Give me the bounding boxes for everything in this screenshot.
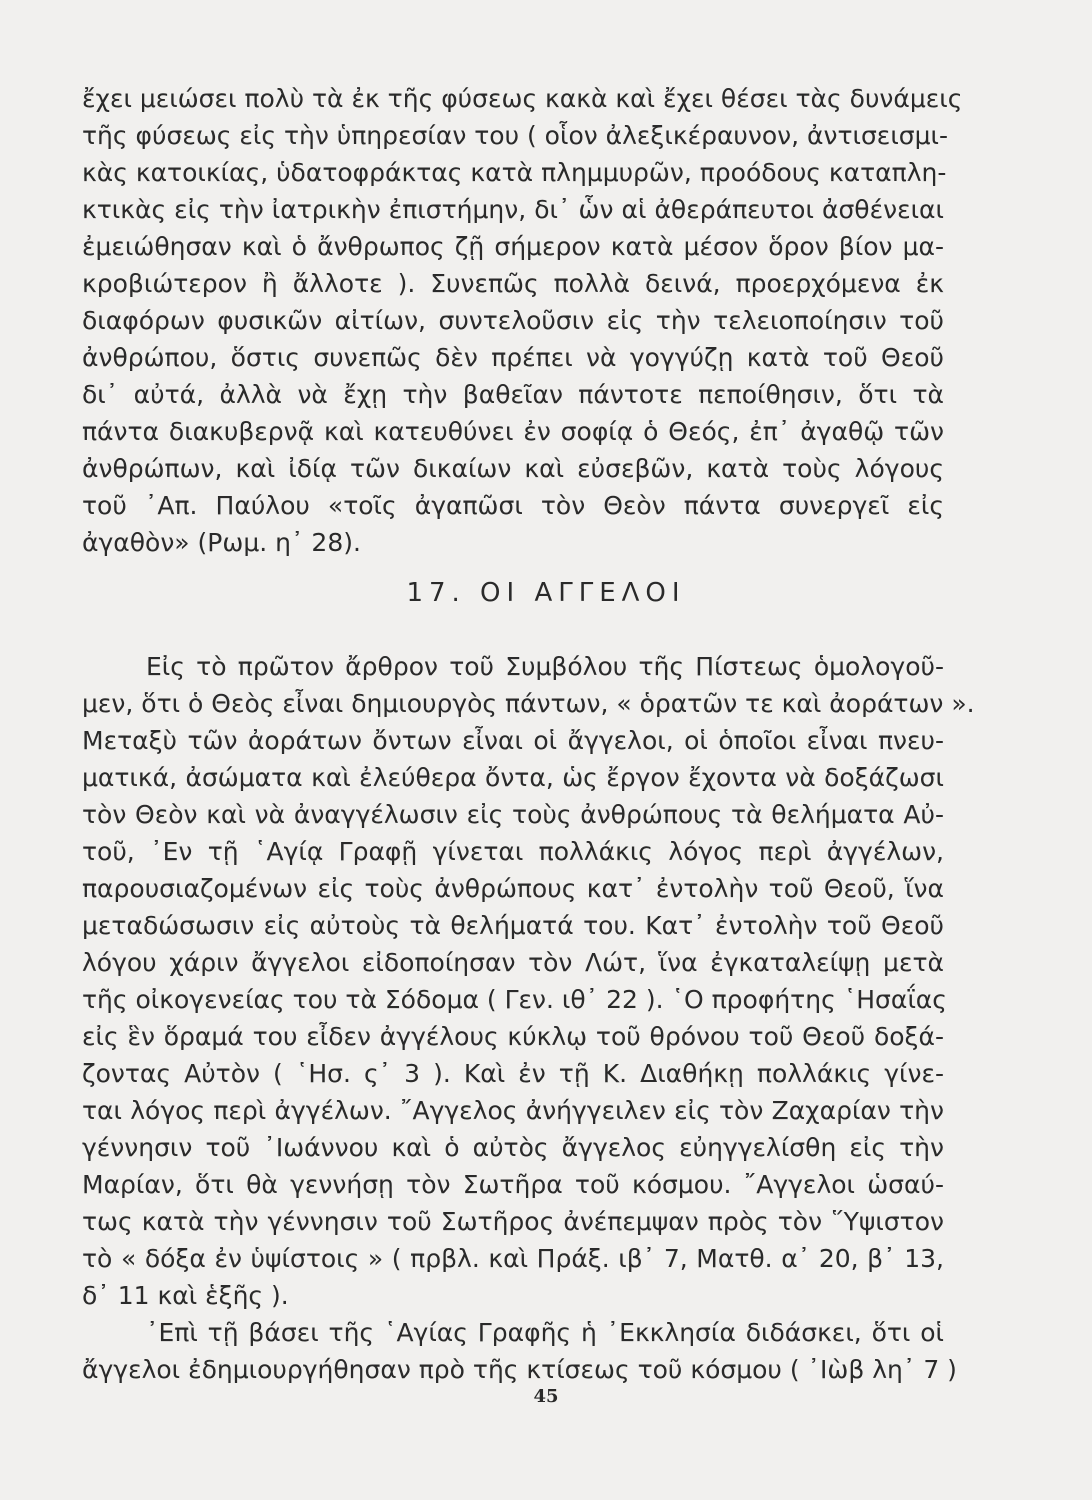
text-line: ται λόγος περὶ ἀγγέλων. ῎Αγγελος ἀνήγγειλεν εἰς τὸν Ζαχαρίαν τὴν — [82, 1096, 944, 1125]
text-line: Εἰς τὸ πρῶτον ἄρθρον τοῦ Συμβόλου τῆς Πίστεως ὁμολογοῦ- — [146, 652, 944, 681]
text-line: τοῦ ᾽Απ. Παύλου «τοῖς ἀγαπῶσι τὸν Θεὸν πάντα συνεργεῖ εἰς — [82, 491, 944, 520]
text-line: ἀνθρώπου, ὅστις συνεπῶς δὲν πρέπει νὰ γογγύζῃ κατὰ τοῦ Θεοῦ — [82, 343, 944, 372]
text-line: γέννησιν τοῦ ᾽Ιωάννου καὶ ὁ αὐτὸς ἄγγελος εὐηγγελίσθη εἰς τὴν — [82, 1133, 944, 1162]
text-line: δ᾽ 11 καὶ ἑξῆς ). — [82, 1281, 289, 1310]
section-heading: 17. ΟΙ ΑΓΓΕΛΟΙ — [406, 578, 686, 608]
text-line: παρουσιαζομένων εἰς τοὺς ἀνθρώπους κατ᾽ ἐντολὴν τοῦ Θεοῦ, ἵνα — [82, 874, 944, 903]
text-line: εἰς ἓν ὅραμά του εἶδεν ἀγγέλους κύκλῳ τοῦ θρόνου τοῦ Θεοῦ δοξά- — [82, 1022, 944, 1051]
text-line: λόγου χάριν ἄγγελοι εἰδοποίησαν τὸν Λώτ, ἵνα ἐγκαταλείψῃ μετὰ — [82, 948, 944, 977]
page-number: 45 — [533, 1386, 559, 1407]
text-line: Μεταξὺ τῶν ἀοράτων ὄντων εἶναι οἱ ἄγγελοι, οἱ ὁποῖοι εἶναι πνευ- — [82, 726, 944, 755]
text-line: ματικά, ἀσώματα καὶ ἐλεύθερα ὄντα, ὡς ἔργον ἔχοντα νὰ δοξάζωσι — [82, 763, 944, 792]
text-line: τως κατὰ τὴν γέννησιν τοῦ Σωτῆρος ἀνέπεμψαν πρὸς τὸν ῞Υψιστον — [82, 1207, 944, 1236]
text-line: ἐμειώθησαν καὶ ὁ ἄνθρωπος ζῇ σήμερον κατὰ μέσον ὅρον βίον μα- — [82, 232, 944, 261]
text-line: Μαρίαν, ὅτι θὰ γεννήσῃ τὸν Σωτῆρα τοῦ κόσμου. ῎Αγγελοι ὡσαύ- — [82, 1170, 944, 1199]
text-line: ἔχει μειώσει πολὺ τὰ ἐκ τῆς φύσεως κακὰ καὶ ἔχει θέσει τὰς δυνάμεις — [82, 84, 963, 113]
text-line: πάντα διακυβερνᾷ καὶ κατευθύνει ἐν σοφίᾳ ὁ Θεός, ἐπ᾽ ἀγαθῷ τῶν — [82, 417, 944, 446]
text-line: ᾽Επὶ τῇ βάσει τῆς ῾Αγίας Γραφῆς ἡ ᾽Εκκλησία διδάσκει, ὅτι οἱ — [146, 1318, 944, 1347]
text-line: ἀνθρώπων, καὶ ἰδίᾳ τῶν δικαίων καὶ εὐσεβῶν, κατὰ τοὺς λόγους — [82, 454, 944, 483]
text-line: τὸν Θεὸν καὶ νὰ ἀναγγέλωσιν εἰς τοὺς ἀνθρώπους τὰ θελήματα Αὐ- — [82, 800, 944, 829]
text-line: κὰς κατοικίας, ὑδατοφράκτας κατὰ πλημμυρῶν, προόδους καταπλη- — [82, 158, 947, 187]
text-line: τῆς φύσεως εἰς τὴν ὑπηρεσίαν του ( οἷον ἀλεξικέραυνον, ἀντισεισμι- — [82, 121, 949, 150]
text-line: διαφόρων φυσικῶν αἰτίων, συντελοῦσιν εἰς τὴν τελειοποίησιν τοῦ — [82, 306, 944, 335]
text-line: κτικὰς εἰς τὴν ἰατρικὴν ἐπιστήμην, δι᾽ ὧν αἱ ἀθεράπευτοι ἀσθένειαι — [82, 195, 944, 224]
text-line: τὸ « δόξα ἐν ὑψίστοις » ( πρβλ. καὶ Πράξ. ιβ᾽ 7, Ματθ. α᾽ 20, β᾽ 13, — [82, 1244, 944, 1273]
text-line: ἀγαθὸν» (Ρωμ. η᾽ 28). — [82, 528, 361, 557]
text-line: ἄγγελοι ἐδημιουργήθησαν πρὸ τῆς κτίσεως τοῦ κόσμου ( ᾽Ιὼβ λη᾽ 7 ) — [82, 1355, 957, 1384]
text-line: τῆς οἰκογενείας του τὰ Σόδομα ( Γεν. ιθ᾽ 22 ). ῾Ο προφήτης ῾Ησαΐας — [82, 985, 947, 1014]
text-line: μεταδώσωσιν εἰς αὐτοὺς τὰ θελήματά του. Κατ᾽ ἐντολὴν τοῦ Θεοῦ — [82, 911, 944, 940]
text-line: κροβιώτερον ἢ ἄλλοτε ). Συνεπῶς πολλὰ δεινά, προερχόμενα ἐκ — [82, 269, 944, 298]
text-line: μεν, ὅτι ὁ Θεὸς εἶναι δημιουργὸς πάντων, « ὁρατῶν τε καὶ ἀοράτων ». — [82, 689, 975, 718]
text-line: ζοντας Αὐτὸν ( ῾Ησ. ς᾽ 3 ). Καὶ ἐν τῇ Κ. Διαθήκῃ πολλάκις γίνε- — [82, 1059, 944, 1088]
text-line: δι᾽ αὐτά, ἀλλὰ νὰ ἔχῃ τὴν βαθεῖαν πάντοτε πεποίθησιν, ὅτι τὰ — [82, 380, 944, 409]
text-line: τοῦ, ᾽Εν τῇ ῾Αγίᾳ Γραφῇ γίνεται πολλάκις λόγος περὶ ἀγγέλων, — [82, 837, 944, 866]
